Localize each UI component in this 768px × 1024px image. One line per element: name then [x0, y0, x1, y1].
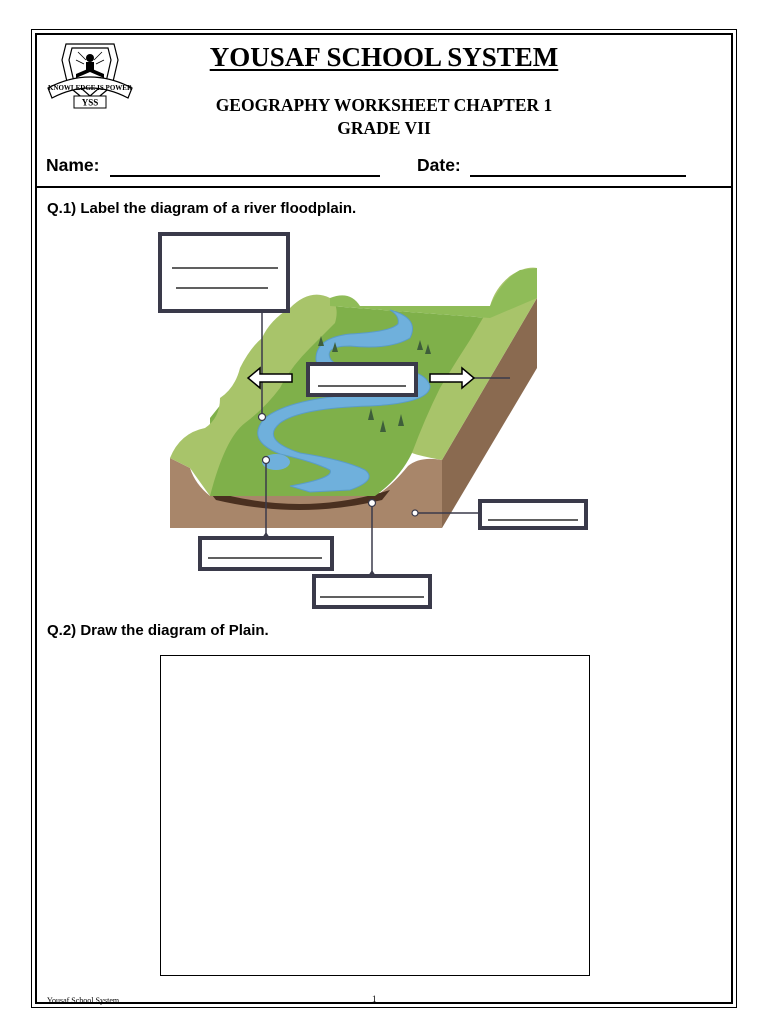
label-box-center[interactable] [308, 364, 416, 395]
worksheet-title: GEOGRAPHY WORKSHEET CHAPTER 1 [215, 95, 553, 115]
label-box-top[interactable] [160, 234, 288, 311]
question-2: Q.2) Draw the diagram of Plain. [47, 622, 269, 639]
label-box-bottom-center[interactable] [314, 576, 430, 607]
name-input-line[interactable] [110, 175, 380, 177]
drawing-area[interactable] [160, 655, 590, 976]
label-box-right[interactable] [480, 501, 586, 528]
logo-motto: KNOWLEDGE IS POWER [47, 84, 133, 92]
label-box-bottom-left[interactable] [200, 538, 332, 569]
question-1: Q.1) Label the diagram of a river floodplain. [47, 200, 357, 217]
date-label: Date: [417, 155, 461, 175]
floodplain-diagram [150, 228, 600, 613]
footer-school-name: Yousaf School System [47, 996, 120, 1005]
page-number: 1 [372, 994, 377, 1004]
school-logo [42, 38, 138, 118]
date-input-line[interactable] [470, 175, 686, 177]
logo-initials: YSS [81, 97, 99, 108]
school-name: YOUSAF SCHOOL SYSTEM [209, 42, 559, 72]
name-label: Name: [46, 155, 100, 175]
grade-title: GRADE VII [337, 118, 431, 138]
header-divider [35, 186, 733, 188]
